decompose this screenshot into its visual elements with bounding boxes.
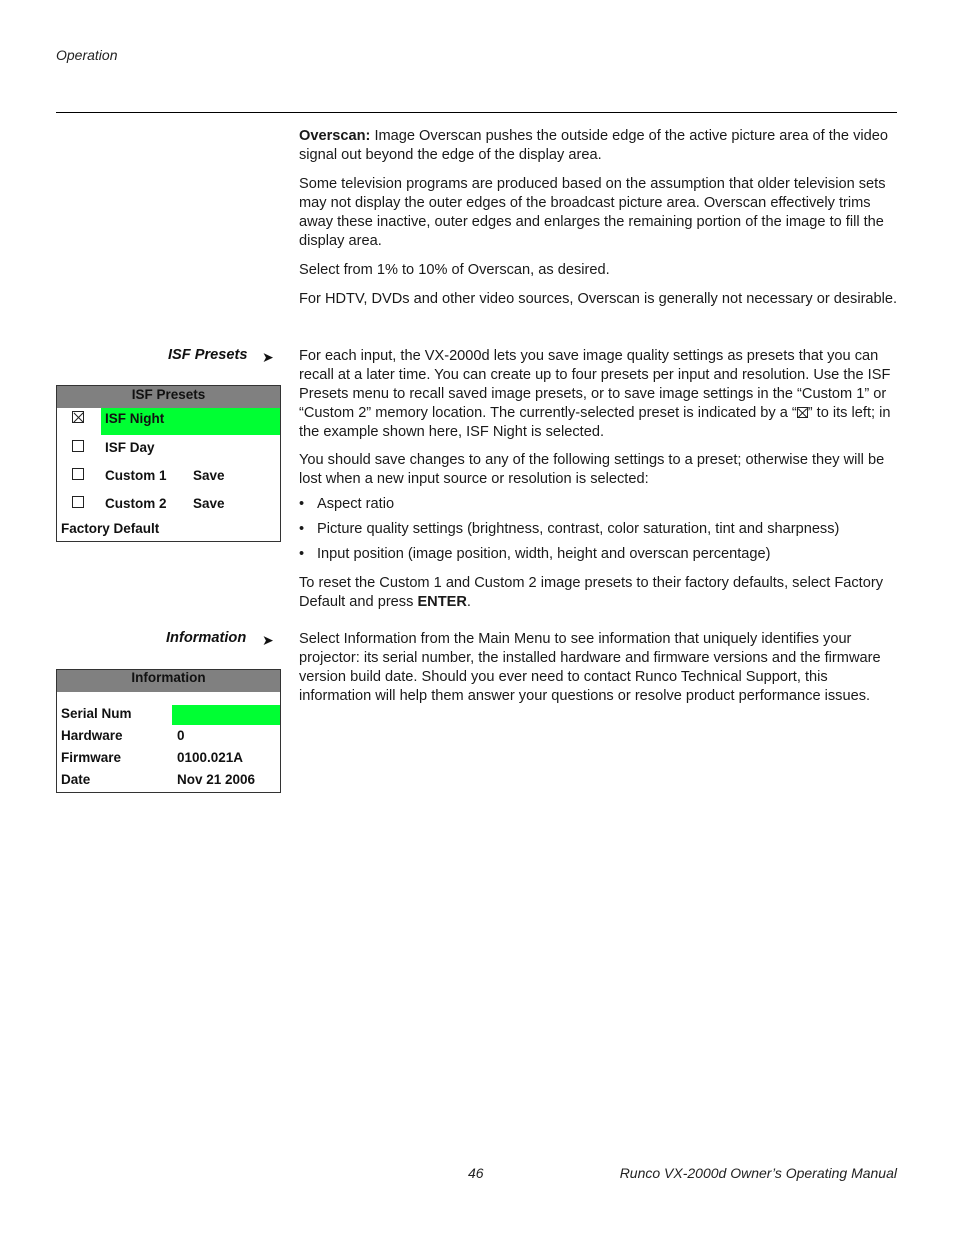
isf-paragraph-3: [299, 574, 899, 612]
overscan-paragraph-2: [299, 175, 899, 251]
overscan-p2-text: Some television programs are produced based on the assumption that older television sets may not display the outer edges of the broadcast picture area. Overscan effectively trims away these inactive, outer edges and enlarges the remaining portion of the image to fill the display area.: [299, 176, 886, 249]
date-value: Nov 21 2006: [177, 772, 256, 787]
isf-p1-text-b: ” to its left; in the example shown here, ISF Night is selected.: [299, 405, 891, 440]
overscan-paragraph-1: [299, 127, 899, 165]
enter-key-label: ENTER: [417, 594, 467, 610]
date-label: Date: [61, 772, 91, 787]
manual-title: Runco VX-2000d Owner’s Operating Manual: [619, 1165, 897, 1181]
header-rule: [56, 112, 897, 113]
serial-num-label: Serial Num: [61, 706, 132, 721]
isf-p2-text: You should save changes to any of the following settings to a preset; otherwise they will be lost when a new input source or resolution is selected:: [299, 452, 885, 487]
isf-presets-menu: [56, 385, 281, 542]
isf-paragraph-2: [299, 451, 899, 489]
overscan-paragraph-3: [299, 261, 899, 280]
bullet-text: Picture quality settings (brightness, contrast, color saturation, tint and sharpness): [317, 521, 840, 537]
bullet-text: Aspect ratio: [317, 496, 395, 512]
isf-paragraph-1: [299, 347, 899, 442]
overscan-p4-text: For HDTV, DVDs and other video sources, Overscan is generally not necessary or desirable.: [299, 291, 898, 307]
isf-menu-title: ISF Presets: [57, 386, 280, 408]
information-p1-text: Select Information from the Main Menu to see information that uniquely identifies your projector: its serial number, the installed hardware and firmware versions and the firmware version build date. Should you ever need to contact Runco Technical Support, this information will help them answer your questions or resolve product performance issues.: [299, 631, 881, 704]
hardware-label: Hardware: [61, 728, 123, 743]
bullet-icon: •: [299, 546, 305, 562]
isf-p1-text-a: For each input, the VX-2000d lets you save image quality settings as presets that you can recall at a later time. You can create up to four presets per input and resolution. Use the ISF Presets menu to recall saved image presets, or to save image settings in the “Custom 1” or “Custom 2” memory location. The currently-selected preset is indicated by a “: [299, 348, 891, 421]
hardware-value: 0: [177, 728, 185, 743]
checkbox-icon[interactable]: [72, 468, 84, 480]
checkbox-icon[interactable]: [72, 440, 84, 452]
bullet-icon: •: [299, 521, 305, 537]
page-number: 46: [468, 1165, 484, 1181]
menu-item-custom-2[interactable]: Custom 2: [105, 496, 167, 511]
menu-item-factory-default[interactable]: Factory Default: [61, 521, 160, 536]
overscan-paragraph-4: [299, 290, 899, 309]
save-button[interactable]: Save: [193, 468, 225, 483]
save-button[interactable]: Save: [193, 496, 225, 511]
overscan-lead: Overscan:: [299, 128, 371, 144]
isf-p3-text: To reset the Custom 1 and Custom 2 image presets to their factory defaults, select Factory Default and press: [299, 575, 884, 610]
serial-num-value-highlight: [172, 705, 280, 725]
checkbox-icon[interactable]: [72, 496, 84, 508]
checked-box-icon: [797, 407, 808, 418]
checked-box-icon[interactable]: [72, 411, 84, 423]
information-arrow-icon: ➤: [262, 632, 274, 648]
isf-p3-end: .: [466, 594, 471, 610]
information-menu: [56, 669, 281, 793]
firmware-value: 0100.021A: [177, 750, 244, 765]
bullet-icon: •: [299, 496, 305, 512]
menu-item-isf-night[interactable]: ISF Night: [105, 411, 165, 426]
firmware-label: Firmware: [61, 750, 122, 765]
menu-item-isf-day[interactable]: ISF Day: [105, 440, 155, 455]
isf-presets-arrow-icon: ➤: [262, 349, 274, 365]
menu-item-custom-1[interactable]: Custom 1: [105, 468, 167, 483]
overscan-p1-text: Image Overscan pushes the outside edge of the active picture area of the video signal out beyond the edge of the display area.: [299, 128, 888, 163]
info-menu-title: Information: [57, 670, 280, 692]
isf-presets-heading: ISF Presets: [168, 347, 248, 363]
running-header: Operation: [56, 47, 118, 63]
information-heading: Information: [166, 630, 247, 646]
bullet-text: Input position (image position, width, height and overscan percentage): [317, 546, 771, 562]
information-paragraph: [299, 630, 899, 706]
overscan-p3-text: Select from 1% to 10% of Overscan, as desired.: [299, 262, 610, 278]
